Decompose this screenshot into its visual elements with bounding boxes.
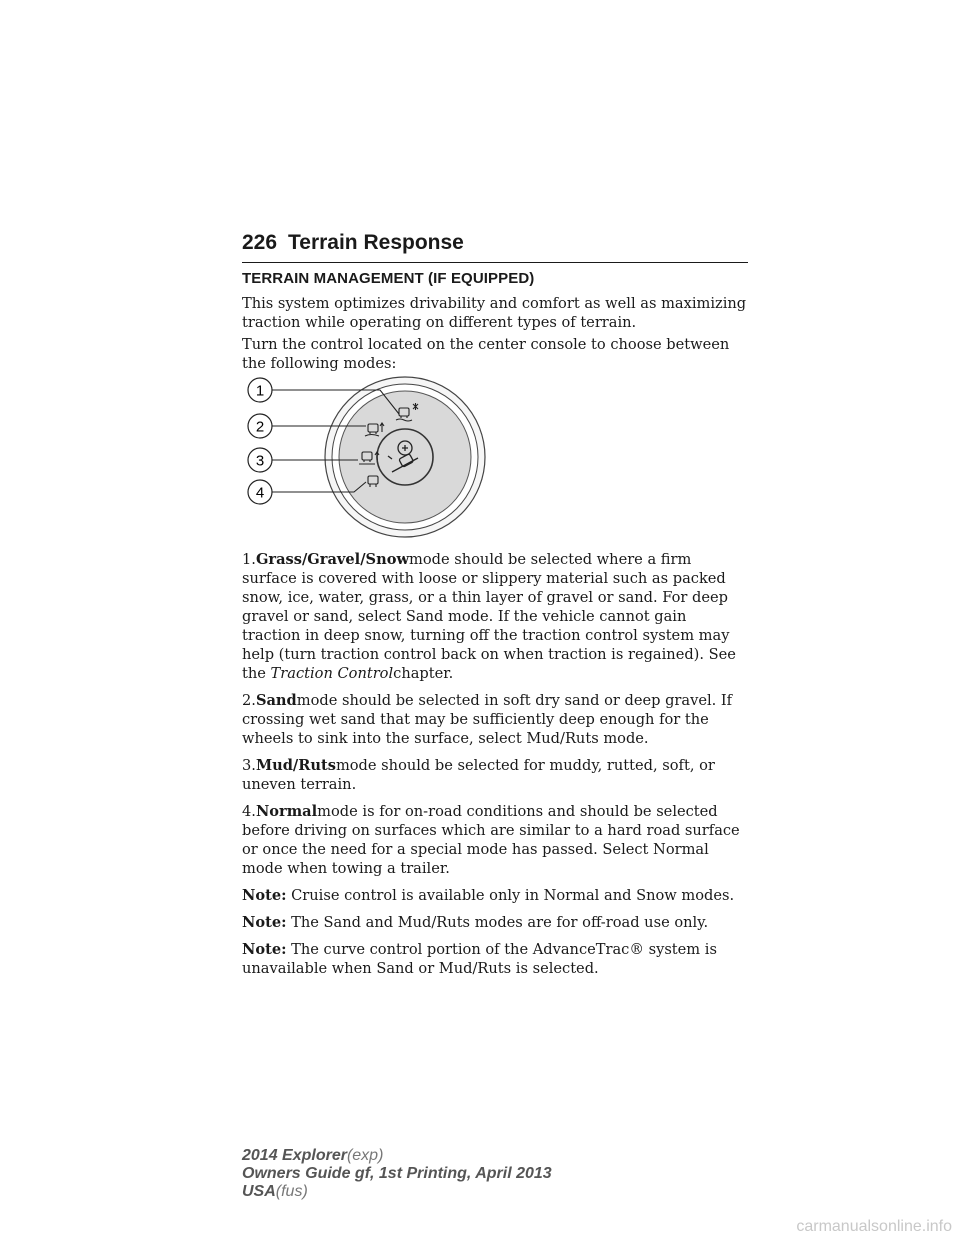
mode-term: Sand bbox=[255, 692, 297, 709]
callout-4 bbox=[248, 480, 272, 504]
note: Note: The curve control portion of the AdvanceTrac® system is unavailable when Sand or Mud/Ruts is selected. bbox=[242, 941, 717, 977]
callout-2 bbox=[248, 414, 272, 438]
chapter-title: Terrain Response bbox=[288, 231, 464, 254]
intro-paragraph: This system optimizes drivability and comfort as well as maximizing traction while operating on different types of terrain. bbox=[242, 295, 747, 331]
section-title: TERRAIN MANAGEMENT (IF EQUIPPED) bbox=[242, 270, 535, 287]
knob-center-button bbox=[377, 429, 433, 485]
cross-reference-link: Traction Control bbox=[270, 665, 394, 682]
note: Note: The Sand and Mud/Ruts modes are for off-road use only. bbox=[242, 914, 709, 931]
watermark: carmanualsonline.info bbox=[796, 1218, 952, 1235]
note: Note: Cruise control is available only in Normal and Snow modes. bbox=[242, 887, 735, 904]
list-item: 3.Mud/Rutsmode should be selected for muddy, rutted, soft, or uneven terrain. bbox=[242, 757, 715, 793]
callout-3 bbox=[248, 448, 272, 472]
document-footer: 2014 Explorer(exp) Owners Guide gf, 1st Printing, April 2013 USA(fus) bbox=[242, 1147, 552, 1200]
page-number: 226 bbox=[242, 231, 278, 254]
list-item: 1.Grass/Gravel/Snowmode should be selected where a firm surface is covered with loose or slippery material such as packed snow, ice, water, grass, or a thin layer of gravel or sand. For deep gravel or sand, select Sand mode. If the vehicle cannot gain traction in deep snow, turning off the traction control system may help (turn traction control back on when traction is regained). See the Traction Controlchapter. bbox=[242, 551, 736, 682]
svg-text:2: 2 bbox=[255, 418, 265, 436]
svg-text:1: 1 bbox=[255, 382, 265, 400]
mode-term: Normal bbox=[255, 803, 318, 820]
mode-term: Grass/Gravel/Snow bbox=[255, 551, 410, 568]
instruction-paragraph: Turn the control located on the center console to choose between the following modes: bbox=[242, 336, 730, 372]
list-item: 2.Sandmode should be selected in soft dry sand or deep gravel. If crossing wet sand that may be sufficiently deep enough for the wheels to sink into the surface, select Mud/Ruts mode. bbox=[242, 692, 733, 747]
mode-term: Mud/Ruts bbox=[255, 757, 336, 774]
callout-1 bbox=[248, 378, 272, 402]
list-item: 4.Normalmode is for on-road conditions and should be selected before driving on surfaces which are similar to a hard road surface or once the need for a special mode has passed. Select Normal mode when towing a trailer. bbox=[242, 803, 740, 877]
page-header bbox=[242, 228, 748, 263]
mode-list bbox=[242, 550, 748, 986]
svg-text:3: 3 bbox=[255, 452, 265, 470]
terrain-control-knob-figure bbox=[242, 374, 502, 540]
svg-text:4: 4 bbox=[255, 484, 265, 502]
